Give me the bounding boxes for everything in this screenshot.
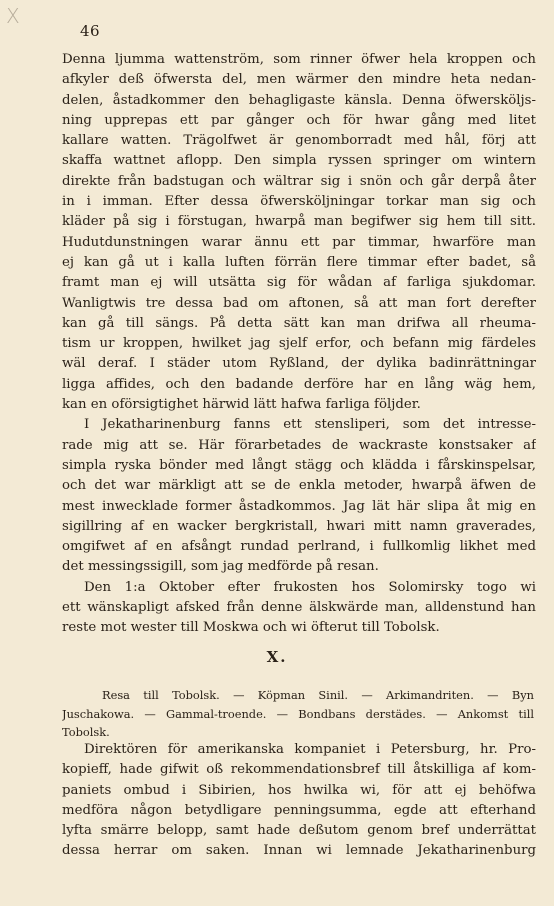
summary-line: Juschakowa. — Gammal-troende. — Bondbans derstädes. — Ankomst till	[62, 706, 534, 721]
body-text-lower	[62, 740, 536, 862]
text-line: sigillring af en wacker bergkristall, hwari mitt namn graverades,	[62, 518, 536, 534]
chapter-heading: X.	[266, 648, 288, 666]
text-line: ej kan gå ut i kalla luften förrän flere timmar efter badet, så	[62, 254, 536, 270]
text-line: det messingssigill, som jag medförde på resan.	[62, 559, 379, 575]
text-line: wäl deraf. I städer utom Ryßland, der dylika badinrättningar	[62, 356, 536, 372]
paragraph-3	[62, 578, 536, 639]
text-line: kan en oförsigtighet härwid lätt hafwa farliga följder.	[62, 397, 421, 413]
text-line: kallare watten. Trägolfwet är genomborradt med hål, förj att	[62, 133, 536, 149]
text-line: skaffa wattnet aflopp. Den simpla ryssen springer om wintern	[62, 153, 536, 169]
page-number: 46	[80, 22, 101, 40]
text-line: Den 1:a Oktober efter frukosten hos Solomirsky togo wi	[84, 579, 536, 595]
text-line: kopieff, hade gifwit oß rekommendationsbref till åtskilliga af kom-	[62, 762, 536, 778]
text-line: Direktören för amerikanska kompaniet i Petersburg, hr. Pro-	[84, 742, 536, 757]
chapter-summary	[62, 686, 534, 742]
paragraph-1	[62, 50, 536, 415]
text-line: och det war märkligt att se de enkla metoder, hwarpå äfwen de	[62, 478, 536, 494]
text-line: reste mot wester till Moskwa och wi öfterut till Tobolsk.	[62, 620, 440, 636]
body-text-upper	[62, 50, 536, 639]
summary-line: Tobolsk.	[62, 725, 110, 739]
text-line: direkte från badstugan och wältrar sig i snön och går derpå åter	[62, 173, 536, 189]
text-line: ett wänskapligt afsked från denne älskwärde man, alldenstund han	[62, 600, 536, 616]
summary-line: Resa till Tobolsk. — Köpman Sinil. — Arkimandriten. — Byn	[102, 688, 534, 702]
text-line: in i imman. Efter dessa öfwersköljningar torkar man sig och	[62, 194, 536, 210]
pencil-cross-mark: X	[6, 4, 20, 28]
text-line: dessa herrar om saken. Innan wi lemnade Jekatharinenburg	[62, 843, 536, 859]
text-line: rade mig att se. Här förarbetades de wackraste konstsaker af	[62, 437, 536, 453]
text-line: framt man ej will utsätta sig för wådan af farliga sjukdomar.	[62, 275, 536, 291]
text-line: omgifwet af en afsångt rundad perlrand, i fullkomlig likhet med	[62, 539, 536, 555]
text-line: ning upprepas ett par gånger och för hwar gång med litet	[62, 112, 536, 128]
text-line: Denna ljumma wattenström, som rinner öfwer hela kroppen och	[62, 52, 536, 67]
text-line: ligga affides, och den badande derföre har en lång wäg hem,	[62, 376, 536, 392]
text-line: tism ur kroppen, hwilket jag sjelf erfor, och befann mig färdeles	[62, 336, 536, 352]
text-line: kläder på sig i förstugan, hwarpå man begifwer sig hem till sitt.	[62, 214, 536, 230]
text-line: paniets ombud i Sibirien, hos hwilka wi, för att ej behöfwa	[62, 782, 536, 798]
paragraph-4	[62, 740, 536, 862]
text-line: kan gå till sängs. På detta sätt kan man drifwa all rheuma-	[62, 315, 536, 331]
text-line: afkyler deß öfwersta del, men wärmer den mindre heta nedan-	[62, 72, 536, 88]
text-line: mest inwecklade former åstadkommos. Jag lät här slipa åt mig en	[62, 498, 536, 514]
text-line: delen, åstadkommer den behagligaste känsla. Denna öfwersköljs-	[62, 92, 536, 108]
paragraph-2	[62, 415, 536, 577]
text-line: Wanligtwis tre dessa bad om aftonen, så att man fort derefter	[62, 295, 536, 311]
text-line: Hudutdunstningen warar ännu ett par timmar, hwarföre man	[62, 234, 536, 250]
text-line: I Jekatharinenburg fanns ett stensliperi, som det intresse-	[84, 417, 536, 433]
text-line: lyfta smärre belopp, samt hade deßutom genom bref underrättat	[62, 823, 536, 839]
text-line: medföra någon betydligare penningsumma, egde att efterhand	[62, 802, 536, 818]
text-line: simpla ryska bönder med långt stägg och klädda i fårskinspelsar,	[62, 457, 536, 473]
